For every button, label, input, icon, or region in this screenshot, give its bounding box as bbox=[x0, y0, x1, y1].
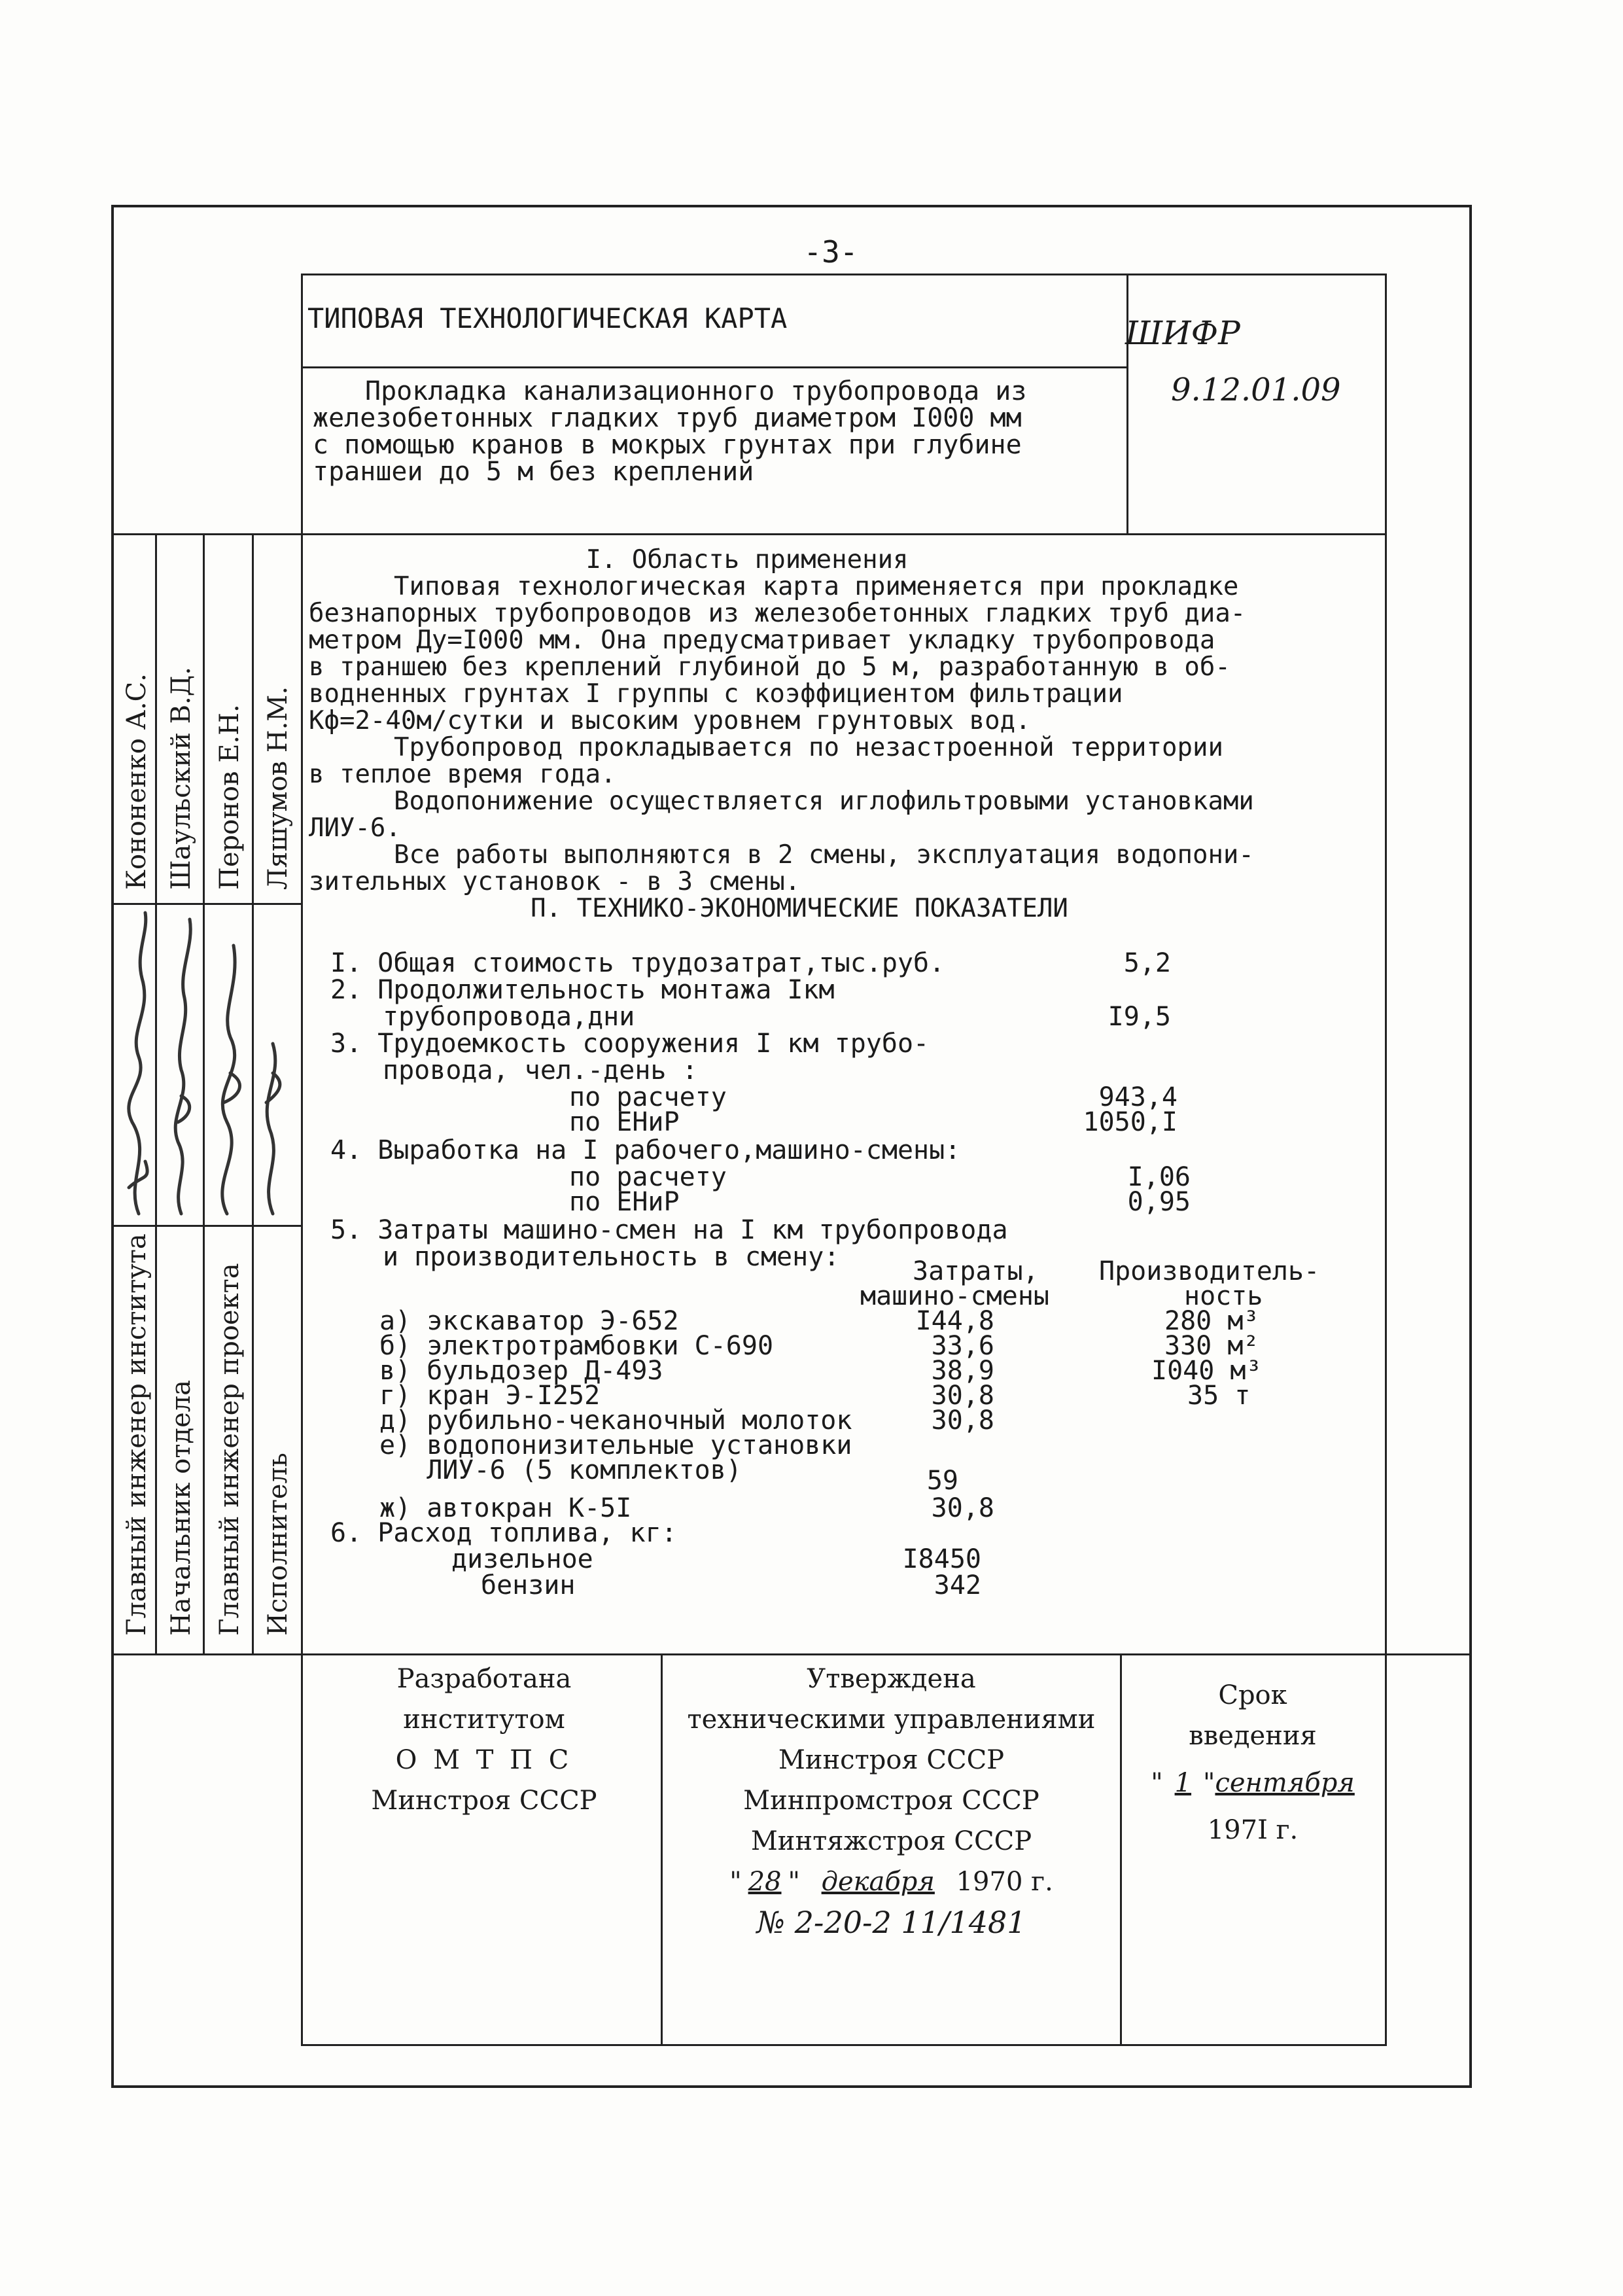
machine-cost: 30,8 bbox=[931, 1405, 994, 1436]
document-title: ТИПОВАЯ ТЕХНОЛОГИЧЕСКАЯ КАРТА bbox=[307, 302, 788, 334]
developed-line: Минстроя СССР bbox=[371, 1786, 597, 1816]
section-1-line: безнапорных трубопроводов из железобетонных гладких труб диа- bbox=[309, 599, 1246, 628]
footer-bottom bbox=[301, 2044, 1387, 2046]
stamp-mid-h bbox=[111, 1225, 303, 1227]
indicator-2-label: 2. Продолжительность монтажа Iкм bbox=[330, 975, 835, 1005]
outer-frame-right bbox=[1469, 205, 1472, 2088]
section-1-line: Кф=2-40м/сутки и высоким уровнем грунтовых вод. bbox=[309, 706, 1031, 735]
indicator-3-label-cont: провода, чел.-день : bbox=[383, 1055, 698, 1086]
term-of-introduction bbox=[1122, 1675, 1384, 1850]
document-subtitle bbox=[313, 378, 1124, 486]
subtitle-line: траншеи до 5 м без креплений bbox=[313, 457, 754, 487]
indicator-4-label: 4. Выработка на I рабочего,машино-смены: bbox=[330, 1135, 961, 1165]
machine-cost: 38,9 bbox=[931, 1356, 994, 1386]
petrol-value: 342 bbox=[934, 1570, 981, 1600]
machine-name: в) бульдозер Д-493 bbox=[379, 1356, 663, 1386]
section-1-heading: I. Область применения bbox=[585, 545, 909, 574]
term-line: Срок bbox=[1218, 1680, 1287, 1710]
developed-line: Разработана bbox=[396, 1664, 572, 1694]
outer-frame-bottom bbox=[111, 2085, 1472, 2088]
indicator-3-enir-label: по ЕНиР bbox=[569, 1107, 680, 1137]
diesel-label: дизельное bbox=[451, 1544, 593, 1574]
approved-number: № 2-20-2 11/1481 bbox=[756, 1905, 1026, 1940]
machine-cost: 30,8 bbox=[931, 1493, 994, 1523]
term-date: " 1 "сентября bbox=[1151, 1768, 1355, 1798]
indicator-3-calc-label: по расчету bbox=[569, 1082, 727, 1112]
stamp-position-1: Главный инженер института bbox=[122, 1233, 152, 1636]
machine-productivity: I040 м³ bbox=[1151, 1356, 1262, 1386]
machine-productivity: 280 м³ bbox=[1164, 1306, 1259, 1336]
title-box-top bbox=[301, 274, 1387, 275]
machine-cost: 30,8 bbox=[931, 1381, 994, 1411]
machine-name: ж) автокран К-5I bbox=[379, 1493, 632, 1523]
machine-productivity: 330 м² bbox=[1164, 1331, 1259, 1361]
machine-cost: I44,8 bbox=[915, 1306, 994, 1336]
machine-name: б) электротрамбовки С-690 bbox=[379, 1331, 774, 1361]
stamp-name-4: Ляшумов Н.М. bbox=[263, 686, 293, 890]
indicator-2-label-cont: трубопровода,дни bbox=[383, 1002, 635, 1032]
footer-right bbox=[1385, 1653, 1387, 2046]
indicator-6-label: 6. Расход топлива, кг: bbox=[330, 1518, 677, 1548]
approved-line: Минтяжстроя СССР bbox=[750, 1826, 1032, 1856]
section-1-line: Все работы выполняются в 2 смены, эксплуатация водопони- bbox=[394, 840, 1254, 870]
title-box-mid-h bbox=[301, 366, 1128, 368]
approved-month: декабря bbox=[821, 1867, 935, 1897]
date-quote: " bbox=[788, 1867, 800, 1897]
stamp-name-2: Шаульский В.Д. bbox=[166, 667, 196, 890]
diesel-value: I8450 bbox=[902, 1544, 981, 1574]
term-month: сентября bbox=[1215, 1768, 1355, 1798]
shifr-code: 9.12.01.09 bbox=[1171, 372, 1341, 408]
section-1-line: водненных грунтах I группы с коэффициентом фильтрации bbox=[309, 679, 1123, 709]
stamp-position-2: Начальник отдела bbox=[166, 1379, 196, 1636]
section-1-line: Водопонижение осуществляется иглофильтровыми установками bbox=[394, 786, 1254, 816]
indicator-3-calc-value: 943,4 bbox=[1098, 1082, 1178, 1112]
indicator-4-enir-value: 0,95 bbox=[1127, 1187, 1191, 1217]
indicator-3-enir-value: 1050,I bbox=[1083, 1107, 1178, 1137]
col-header-productivity-cont: ность bbox=[1184, 1281, 1263, 1311]
indicator-4-enir-label: по ЕНиР bbox=[569, 1187, 680, 1217]
body-right-border bbox=[1385, 533, 1387, 1655]
developed-by bbox=[307, 1659, 661, 1821]
machine-cost: 59 bbox=[926, 1466, 958, 1496]
stamp-name-3: Перонов Е.Н. bbox=[215, 704, 245, 890]
developed-line: О М Т П С bbox=[395, 1745, 573, 1775]
subtitle-line: Прокладка канализационного трубопровода из bbox=[365, 376, 1027, 406]
stamp-name-1: Кононенко А.С. bbox=[122, 673, 152, 890]
footer-col-2 bbox=[661, 1653, 663, 2046]
petrol-label: бензин bbox=[481, 1570, 576, 1600]
col-header-costs-cont: машино-смены bbox=[860, 1281, 1049, 1311]
machine-name: ЛИУ-6 (5 комплектов) bbox=[379, 1455, 742, 1485]
title-box-mid-v bbox=[1126, 274, 1128, 534]
stamp-top-h bbox=[111, 903, 303, 905]
subtitle-line: железобетонных гладких труб диаметром I000 мм bbox=[313, 403, 1022, 433]
col-header-productivity: Производитель- bbox=[1099, 1256, 1320, 1286]
machine-name: е) водопонизительные установки bbox=[379, 1430, 852, 1460]
machine-name: г) кран Э-I252 bbox=[379, 1381, 601, 1411]
indicator-1-value: 5,2 bbox=[1123, 948, 1171, 978]
footer-top bbox=[111, 1653, 1472, 1655]
stamp-position-3: Главный инженер проекта bbox=[215, 1263, 245, 1636]
approved-line: Утверждена bbox=[807, 1664, 976, 1694]
outer-frame-top bbox=[111, 205, 1472, 207]
approved-line: Минстроя СССР bbox=[778, 1745, 1005, 1775]
machine-productivity: 35 т bbox=[1187, 1381, 1251, 1411]
section-1-line: Трубопровод прокладывается по незастроенной территории bbox=[394, 733, 1223, 762]
term-day: 1 bbox=[1174, 1768, 1192, 1798]
footer-col-1 bbox=[301, 1653, 303, 2046]
indicator-4-calc-value: I,06 bbox=[1127, 1162, 1191, 1192]
section-1-line: в теплое время года. bbox=[309, 760, 616, 789]
signatures bbox=[113, 906, 302, 1224]
approved-line: техническими управлениями bbox=[687, 1704, 1096, 1735]
section-1-line: в траншею без креплений глубиной до 5 м, разработанную в об- bbox=[309, 652, 1230, 682]
approved-day: 28 bbox=[748, 1867, 782, 1897]
indicator-3-label: 3. Трудоемкость сооружения I км трубо- bbox=[330, 1029, 930, 1059]
section-1-line: ЛИУ-6. bbox=[309, 813, 401, 843]
indicator-4-calc-label: по расчету bbox=[569, 1162, 727, 1192]
indicator-5-label-cont: и производительность в смену: bbox=[383, 1242, 840, 1272]
indicator-5-label: 5. Затраты машино-смен на I км трубопровода bbox=[330, 1215, 1008, 1245]
shifr-label: ШИФР bbox=[1125, 314, 1240, 352]
approved-line: Минпромстроя СССР bbox=[743, 1786, 1039, 1816]
section-1 bbox=[309, 546, 1369, 922]
machine-cost: 33,6 bbox=[931, 1331, 994, 1361]
section-2-heading: П. ТЕХНИКО-ЭКОНОМИЧЕСКИЕ ПОКАЗАТЕЛИ bbox=[531, 894, 1068, 923]
date-quote: " bbox=[729, 1867, 742, 1897]
approved-year: 1970 г. bbox=[956, 1867, 1053, 1897]
indicator-1-label: I. Общая стоимость трудозатрат,тыс.руб. bbox=[330, 948, 945, 978]
approved-date bbox=[664, 1862, 1119, 1902]
stamp-position-4: Исполнитель bbox=[263, 1453, 293, 1636]
indicator-2-value: I9,5 bbox=[1108, 1002, 1171, 1032]
page-number: -3- bbox=[803, 234, 858, 270]
col-header-costs: Затраты, bbox=[913, 1256, 1039, 1286]
title-box-bottom bbox=[111, 533, 1387, 535]
section-1-line: метром Ду=I000 мм. Она предусматривает укладку трубопровода bbox=[309, 626, 1215, 655]
approved-by bbox=[664, 1659, 1119, 1943]
machine-name: д) рубильно-чеканочный молоток bbox=[379, 1405, 852, 1436]
subtitle-line: с помощью кранов в мокрых грунтах при глубине bbox=[313, 430, 1022, 460]
machine-name: а) экскаватор Э-652 bbox=[379, 1306, 679, 1336]
section-1-line: зительных установок - в 3 смены. bbox=[309, 867, 801, 896]
term-line: введения bbox=[1189, 1721, 1317, 1751]
term-year: 197I г. bbox=[1207, 1815, 1299, 1845]
developed-line: институтом bbox=[403, 1704, 565, 1735]
section-1-line: Типовая технологическая карта применяется при прокладке bbox=[394, 572, 1239, 601]
